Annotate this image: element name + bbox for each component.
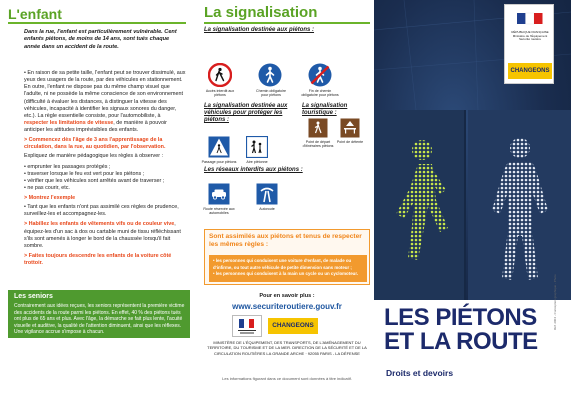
logos-row: [232, 315, 342, 337]
child-tip-3: > Habillez les enfants de vêtements vifs ou de couleur vive, équipez-les d'un sac à dos ou cartable muni de tissu réfléchissant s'ils sont amenés à longer le bord de la chaussée lorsqu'il fait sombre.: [24, 221, 181, 249]
child-body: [24, 70, 186, 269]
subsection-vehicle-signs: La signalisation destinée aux véhicules pour protéger les piétons :: [204, 103, 288, 124]
caption-car-only-road: Route réservée aux automobiles: [203, 207, 235, 216]
caption-rest-point: Point de détente: [336, 140, 364, 144]
child-paragraph-3: • Tant que les enfants n'ont pas assimilé ces règles de prudence, surveillez-les et accompagnez-les.: [24, 204, 179, 218]
ministry-logo-text: RÉPUBLIQUE FRANÇAISE Ministère de l'Équipement Sécurité routière: [511, 30, 549, 42]
title-rule: [8, 22, 186, 24]
republic-logo-icon: [232, 315, 262, 337]
seniors-box: [8, 290, 190, 338]
child-rules-list: [24, 164, 186, 193]
caption-mandatory-path: Chemin obligatoire pour piétons: [256, 89, 286, 98]
assimilated-list: [209, 255, 367, 282]
end-pedestrian-path-sign-icon: [308, 63, 332, 87]
list-item: • les personnes qui conduisent à la main un cycle ou un cyclomoteur.: [213, 271, 358, 277]
car-only-road-sign-icon: [208, 183, 230, 205]
caption-area: Aire piétonne: [246, 160, 268, 164]
traffic-light-white: [468, 110, 571, 300]
child-tip-4: > Faites toujours descendre les enfants de la voiture côté trottoir.: [24, 252, 172, 266]
website-link[interactable]: www.securiteroutiere.gouv.fr: [232, 302, 342, 311]
french-flag-icon: [513, 11, 547, 29]
seniors-title: Les seniors: [14, 293, 53, 300]
child-paragraph-2: Expliquez de manière pédagogique les règles à observer :: [24, 153, 164, 160]
subsection-tourist-signs: La signalisation touristique :: [302, 103, 348, 117]
list-item: • ne pas courir, etc.: [24, 184, 70, 191]
subsection-forbidden-roads: Les réseaux interdits aux piétons :: [204, 167, 303, 173]
section-title-child: L'enfant: [8, 6, 62, 22]
assimilated-pedestrians-box: [204, 229, 370, 285]
child-paragraph-1: • En raison de sa petite taille, l'enfant peut se trouver dissimulé, aux yeux des usagers de la route, par des véhicules en stationnement. En outre, l'enfant ne dispose pas du même champ visuel que l'adulte, ni ne possède la même conscience de son environnement (difficulté à évaluer les distances, à distinguer la vitesse des véhicules, incapacité à identifier les signaux sonores du danger, etc.). La règle essentielle consiste, pour l'automobiliste, à respecter les limitations de vitesse, de manière à pouvoir anticiper les attitudes imprévisibles des enfants.: [24, 70, 186, 133]
panel-child: [0, 0, 192, 400]
motorway-sign-icon: [256, 183, 278, 205]
child-tip-1: > Commencez dès l'âge de 3 ans l'apprentissage de la circulation, dans la rue, au quotidien, par l'observation.: [24, 137, 166, 151]
caption-start-routes: Point de départ d'itinéraires piétons: [302, 140, 334, 149]
section-title-signalisation: La signalisation: [204, 4, 318, 21]
caption-motorway: Autoroute: [259, 207, 275, 211]
traffic-light-green: [374, 110, 466, 300]
caption-no-pedestrians: Accès interdit aux piétons: [205, 89, 235, 98]
ministry-address: MINISTÈRE DE L'ÉQUIPEMENT, DES TRANSPORTS, DE L'AMÉNAGEMENT DU TERRITOIRE, DU TOURISME ET DE LA MER. DIRECTION DE LA SÉCURITÉ ET DE LA CIRCULATION ROUTIÈRES LA GRANDE ARCHE · 92055 PARIS - LA DÉFENSE: [207, 340, 367, 356]
changeons-badge: CHANGEONS: [508, 63, 552, 79]
caption-crossing: Passage pour piétons: [201, 160, 237, 164]
panel-cover: [374, 0, 571, 400]
seniors-body: Contrairement aux idées reçues, les seniors représentent la première victime des accidents de la route parmi les piétons. En effet, 40 % des piétons tués ont plus de 65 ans et plus. Avec l'âge, la démarche se fait plus lente, l'acuité visuelle et auditive, la qualité de l'attention diminuent, ainsi que les réflexes. Une vigilance accrue s'impose à chacun.: [14, 303, 185, 335]
assimilated-title: Sont assimilés aux piétons et tenus de respecter les mêmes règles :: [209, 233, 362, 248]
child-tip-2: > Montrez l'exemple: [24, 195, 76, 201]
pedestrian-crossing-sign-icon: [208, 136, 230, 158]
cover-title: [384, 306, 538, 354]
rest-point-sign-icon: [340, 118, 360, 138]
disclaimer: Les informations figurant dans ce document sont données à titre indicatif.: [222, 376, 352, 381]
list-item: • traverser lorsque le feu est vert pour les piétons ;: [24, 170, 145, 177]
pedestrian-area-sign-icon: [246, 136, 268, 158]
list-item: • les personnes qui conduisent une voiture d'enfant, de malade ou d'infirme, ou tout autre véhicule de petite dimension sans moteur ;: [213, 258, 352, 270]
more-info-label: Pour en savoir plus :: [259, 293, 315, 299]
caption-end-path: Fin de chemin obligatoire pour piétons: [301, 89, 339, 98]
no-pedestrians-sign-icon: [208, 63, 232, 87]
changeons-logo: CHANGEONS: [268, 318, 318, 334]
mandatory-pedestrian-path-sign-icon: [258, 63, 282, 87]
standing-man-white-icon: [468, 110, 571, 300]
cover-title-line-1: LES PIÉTONS: [384, 304, 537, 331]
cover-subtitle: Droits et devoirs: [386, 368, 454, 378]
walking-routes-start-sign-icon: [308, 118, 328, 138]
title-rule: [204, 22, 370, 24]
list-item: • vérifier que les véhicules sont arrêtés avant de traverser ;: [24, 177, 165, 184]
list-item: • emprunter les passages protégés ;: [24, 163, 111, 170]
subsection-pedestrian-signs: La signalisation destinée aux piétons :: [204, 27, 315, 33]
cover-credit: Réf. 2004 - Conception graphique - Photo: [553, 274, 557, 330]
walking-man-green-icon: [374, 110, 466, 300]
panel-signalisation: [192, 0, 374, 400]
child-intro: Dans la rue, l'enfant est particulièrement vulnérable. Cent enfants piétons, de moins de 14 ans, sont tués chaque année dans un accident de la route.: [24, 29, 177, 50]
cover-title-line-2: ET LA ROUTE: [384, 328, 538, 355]
ministry-logo: [504, 4, 554, 84]
